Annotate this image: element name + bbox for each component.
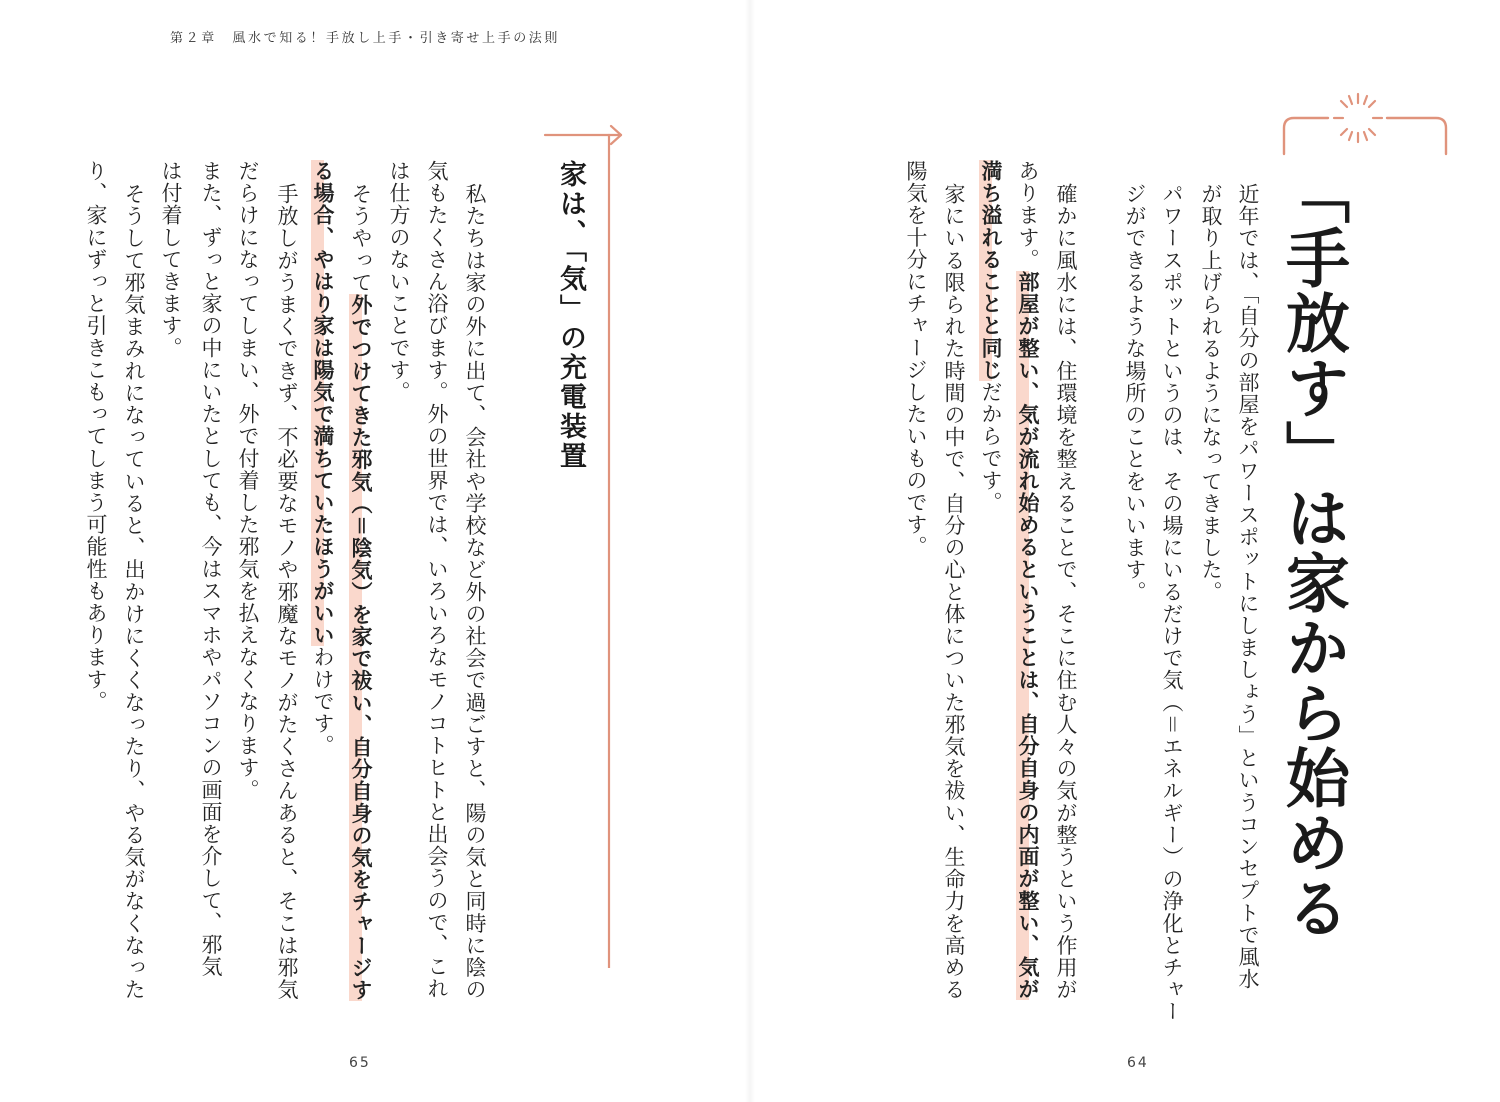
text-column bbox=[1055, 183, 1076, 1001]
text-column bbox=[200, 160, 221, 978]
highlighted-text: 外でつけてきた邪気（＝陰気）を家で祓い、自分自身の気をチャージす bbox=[349, 293, 373, 1001]
text-run: だらけになってしまい、外で付着した邪気を払えなくなります。 bbox=[236, 160, 260, 801]
text-run: パワースポットというのは、その場にいるだけで気（＝エネルギー）の浄化とチャー bbox=[1160, 183, 1184, 1023]
text-column bbox=[312, 160, 333, 757]
text-column bbox=[426, 160, 447, 1000]
text-run: わけです。 bbox=[311, 646, 335, 757]
text-column bbox=[943, 183, 964, 1001]
text-column bbox=[388, 160, 409, 403]
text-run: り、家にずっと引きこもってしまう可能性もあります。 bbox=[84, 160, 108, 713]
text-run: 近年では、「自分の部屋をパワースポットにしましょう」というコンセプトで風水 bbox=[1236, 183, 1260, 991]
page-number-right: 64 bbox=[1127, 1055, 1149, 1071]
gutter-shadow bbox=[745, 0, 755, 1102]
text-column bbox=[1017, 160, 1038, 1000]
highlighted-text: 満ち溢れることと同じ bbox=[979, 160, 1003, 381]
text-column bbox=[1124, 183, 1145, 603]
text-run: は付着してきます。 bbox=[159, 160, 183, 359]
sunburst-icon bbox=[1334, 94, 1382, 142]
text-column bbox=[350, 183, 371, 1001]
text-column bbox=[980, 160, 1001, 514]
page-number-left: 65 bbox=[349, 1055, 371, 1071]
text-column bbox=[160, 160, 181, 359]
text-run: 私たちは家の外に出て、会社や学校など外の社会で過ごすと、陽の気と同時に陰の bbox=[463, 183, 487, 1001]
highlighted-text: る場合、やはり家は陽気で満ちていたほうがいい bbox=[311, 160, 335, 647]
text-column bbox=[276, 183, 297, 1001]
text-run: そうやって bbox=[349, 183, 373, 294]
text-column bbox=[464, 183, 485, 1001]
text-column bbox=[1237, 183, 1258, 990]
text-column bbox=[237, 160, 258, 801]
text-run: 陽気を十分にチャージしたいものです。 bbox=[904, 160, 928, 558]
text-run: ジができるような場所のことをいいます。 bbox=[1123, 183, 1147, 603]
section-subtitle: 家は、「気」の充電装置 bbox=[555, 160, 586, 471]
text-column bbox=[85, 160, 106, 713]
chapter-title: 「手放す」は家から始める bbox=[1275, 160, 1349, 940]
text-run: また、ずっと家の中にいたとしても、今はスマホやパソコンの画面を介して、邪気 bbox=[199, 160, 223, 978]
text-run: あります。 bbox=[1016, 160, 1040, 271]
text-run: だからです。 bbox=[979, 381, 1003, 514]
text-column bbox=[1161, 183, 1182, 1023]
title-frame-ornament bbox=[1270, 86, 1460, 156]
highlighted-text: 部屋が整い、気が流れ始めるということは、自分自身の内面が整い、気が bbox=[1016, 270, 1040, 1000]
text-column bbox=[1200, 183, 1221, 603]
text-run: は仕方のないことです。 bbox=[387, 160, 411, 404]
text-run: 家にいる限られた時間の中で、自分の心と体についた邪気を祓い、生命力を高める bbox=[942, 183, 966, 1001]
text-run: 手放しがうまくできず、不必要なモノや邪魔なモノがたくさんあると、そこは邪気 bbox=[275, 183, 299, 1001]
text-run: そうして邪気まみれになっていると、出かけにくくなったり、やる気がなくなった bbox=[122, 183, 146, 1001]
text-column bbox=[123, 183, 144, 1001]
running-head: 第２章 風水で知る！手放し上手・引き寄せ上手の法則 bbox=[170, 31, 561, 46]
text-run: 気もたくさん浴びます。外の世界では、いろいろなモノコトヒトと出会うので、これ bbox=[425, 160, 449, 1000]
text-run: 確かに風水には、住環境を整えることで、そこに住む人々の気が整うという作用が bbox=[1054, 183, 1078, 1001]
text-column bbox=[905, 160, 926, 558]
text-run: が取り上げられるようになってきました。 bbox=[1199, 183, 1223, 603]
